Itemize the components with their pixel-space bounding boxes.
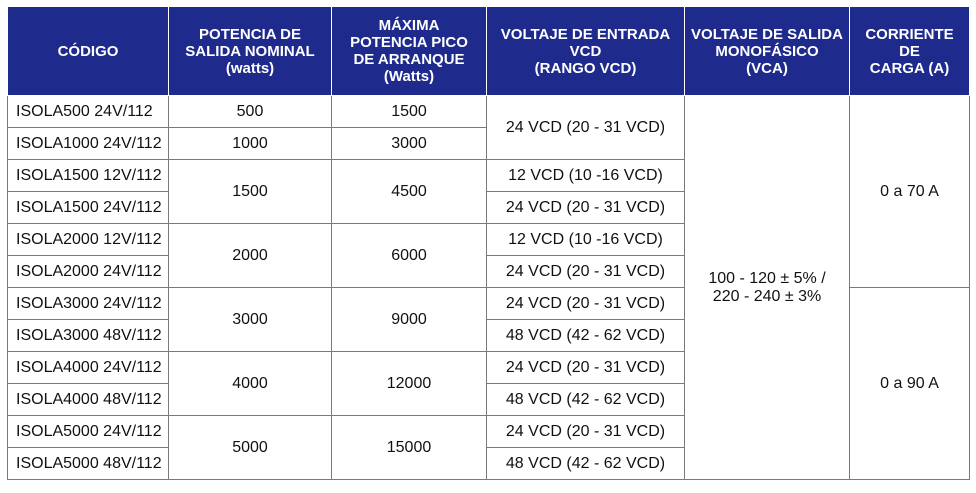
- input-voltage-cell: 24 VCD (20 - 31 VCD): [487, 416, 685, 448]
- input-voltage-cell: 24 VCD (20 - 31 VCD): [487, 256, 685, 288]
- model-code-cell: ISOLA4000 48V/112: [8, 384, 169, 416]
- nominal-power-cell: 500: [169, 96, 332, 128]
- model-code-cell: ISOLA3000 48V/112: [8, 320, 169, 352]
- model-code-cell: ISOLA5000 48V/112: [8, 448, 169, 480]
- nominal-power-cell: 1500: [169, 160, 332, 224]
- header-corriente: CORRIENTE DE CARGA (A): [850, 7, 970, 96]
- input-voltage-cell: 12 VCD (10 -16 VCD): [487, 160, 685, 192]
- model-code-cell: ISOLA1000 24V/112: [8, 128, 169, 160]
- nominal-power-cell: 2000: [169, 224, 332, 288]
- input-voltage-cell: 48 VCD (42 - 62 VCD): [487, 384, 685, 416]
- peak-power-cell: 3000: [332, 128, 487, 160]
- spec-table-container: [7, 6, 970, 480]
- output-voltage-cell: 100 - 120 ± 5% / 220 - 240 ± 3%: [685, 96, 850, 480]
- table-row: [8, 96, 970, 128]
- header-potencia-pico: MÁXIMA POTENCIA PICO DE ARRANQUE (Watts): [332, 7, 487, 96]
- peak-power-cell: 4500: [332, 160, 487, 224]
- input-voltage-cell: 24 VCD (20 - 31 VCD): [487, 192, 685, 224]
- model-code-cell: ISOLA1500 12V/112: [8, 160, 169, 192]
- peak-power-cell: 12000: [332, 352, 487, 416]
- header-codigo: CÓDIGO: [8, 7, 169, 96]
- model-code-cell: ISOLA3000 24V/112: [8, 288, 169, 320]
- peak-power-cell: 6000: [332, 224, 487, 288]
- peak-power-cell: 15000: [332, 416, 487, 480]
- model-code-cell: ISOLA1500 24V/112: [8, 192, 169, 224]
- specifications-table: [7, 6, 970, 480]
- input-voltage-cell: 24 VCD (20 - 31 VCD): [487, 288, 685, 320]
- nominal-power-cell: 5000: [169, 416, 332, 480]
- model-code-cell: ISOLA500 24V/112: [8, 96, 169, 128]
- load-current-cell: 0 a 70 A: [850, 96, 970, 288]
- header-voltaje-salida: VOLTAJE DE SALIDA MONOFÁSICO (VCA): [685, 7, 850, 96]
- header-potencia-nominal: POTENCIA DE SALIDA NOMINAL (watts): [169, 7, 332, 96]
- nominal-power-cell: 3000: [169, 288, 332, 352]
- model-code-cell: ISOLA5000 24V/112: [8, 416, 169, 448]
- load-current-cell: 0 a 90 A: [850, 288, 970, 480]
- model-code-cell: ISOLA4000 24V/112: [8, 352, 169, 384]
- peak-power-cell: 1500: [332, 96, 487, 128]
- input-voltage-cell: 12 VCD (10 -16 VCD): [487, 224, 685, 256]
- input-voltage-cell: 24 VCD (20 - 31 VCD): [487, 96, 685, 160]
- input-voltage-cell: 48 VCD (42 - 62 VCD): [487, 320, 685, 352]
- header-row: [8, 7, 970, 96]
- model-code-cell: ISOLA2000 24V/112: [8, 256, 169, 288]
- header-voltaje-entrada: VOLTAJE DE ENTRADA VCD (RANGO VCD): [487, 7, 685, 96]
- nominal-power-cell: 1000: [169, 128, 332, 160]
- nominal-power-cell: 4000: [169, 352, 332, 416]
- input-voltage-cell: 48 VCD (42 - 62 VCD): [487, 448, 685, 480]
- model-code-cell: ISOLA2000 12V/112: [8, 224, 169, 256]
- peak-power-cell: 9000: [332, 288, 487, 352]
- input-voltage-cell: 24 VCD (20 - 31 VCD): [487, 352, 685, 384]
